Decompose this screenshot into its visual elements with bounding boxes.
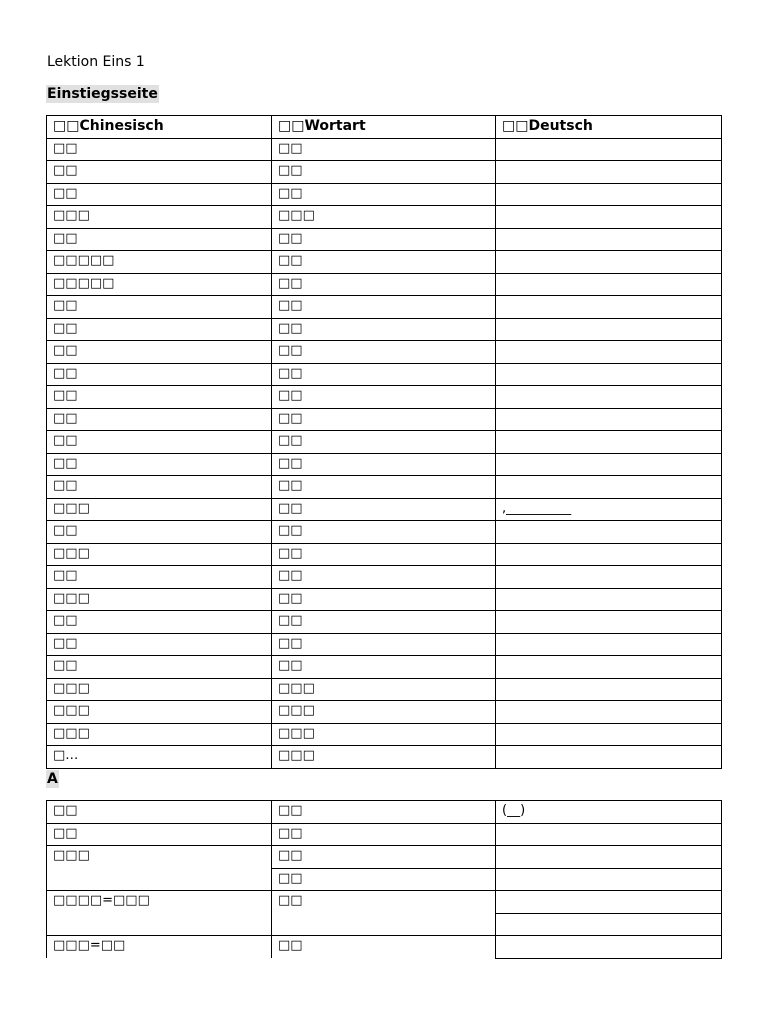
word-type-cell: □□ xyxy=(272,161,496,184)
word-type-cell: □□ xyxy=(272,453,496,476)
german-cell[interactable] xyxy=(496,891,722,914)
german-cell[interactable] xyxy=(496,138,722,161)
german-cell[interactable] xyxy=(496,318,722,341)
word-type-cell: □□ xyxy=(272,318,496,341)
section-heading-einstiegsseite: Einstiegsseite xyxy=(47,86,158,102)
table-row xyxy=(47,251,722,274)
table-row xyxy=(47,161,722,184)
german-cell[interactable] xyxy=(496,341,722,364)
german-cell[interactable] xyxy=(496,868,722,891)
german-cell[interactable] xyxy=(496,521,722,544)
chinese-cell: □□ xyxy=(47,228,272,251)
table-row xyxy=(47,183,722,206)
table-row xyxy=(47,498,722,521)
chinese-cell: □□□□=□□□ xyxy=(47,891,272,936)
word-type-cell: □□ xyxy=(272,656,496,679)
german-cell[interactable] xyxy=(496,363,722,386)
german-cell[interactable] xyxy=(496,678,722,701)
chinese-cell: □□ xyxy=(47,801,272,824)
vocabulary-table-einstiegsseite xyxy=(46,115,722,769)
chinese-cell: □□□ xyxy=(47,543,272,566)
word-type-cell: □□ xyxy=(272,801,496,824)
table-row xyxy=(47,678,722,701)
column-header-chinesisch: □□Chinesisch xyxy=(47,116,272,139)
lesson-title: Lektion Eins 1 xyxy=(47,54,145,70)
chinese-cell: □□□ xyxy=(47,588,272,611)
german-cell[interactable] xyxy=(496,183,722,206)
word-type-cell: □□□ xyxy=(272,206,496,229)
german-cell[interactable] xyxy=(496,206,722,229)
word-type-cell: □□ xyxy=(272,363,496,386)
chinese-cell: □□ xyxy=(47,408,272,431)
table-row xyxy=(47,846,722,869)
german-cell[interactable] xyxy=(496,823,722,846)
german-cell[interactable] xyxy=(496,251,722,274)
chinese-cell: □□□ xyxy=(47,701,272,724)
column-header-deutsch: □□Deutsch xyxy=(496,116,722,139)
word-type-cell: □□ xyxy=(272,296,496,319)
chinese-cell: □□ xyxy=(47,363,272,386)
chinese-cell: □□□□□ xyxy=(47,251,272,274)
word-type-cell: □□ xyxy=(272,251,496,274)
table-header-row xyxy=(47,116,722,139)
word-type-cell: □□ xyxy=(272,431,496,454)
table-row xyxy=(47,588,722,611)
chinese-cell: □□ xyxy=(47,138,272,161)
word-type-cell: □□ xyxy=(272,868,496,891)
word-type-cell: □□ xyxy=(272,476,496,499)
german-cell[interactable] xyxy=(496,588,722,611)
german-cell[interactable] xyxy=(496,611,722,634)
word-type-cell: □□□ xyxy=(272,723,496,746)
table-row xyxy=(47,296,722,319)
word-type-cell: □□ xyxy=(272,611,496,634)
german-cell[interactable] xyxy=(496,846,722,869)
chinese-cell: □□ xyxy=(47,633,272,656)
chinese-cell: □□ xyxy=(47,453,272,476)
german-cell[interactable] xyxy=(496,656,722,679)
table-row xyxy=(47,701,722,724)
german-cell[interactable] xyxy=(496,431,722,454)
chinese-cell: □□ xyxy=(47,611,272,634)
table-row xyxy=(47,363,722,386)
vocabulary-table-a xyxy=(46,800,722,959)
chinese-cell: □□ xyxy=(47,386,272,409)
german-cell[interactable]: (__) xyxy=(496,801,722,824)
german-cell[interactable] xyxy=(496,566,722,589)
chinese-cell: □□ xyxy=(47,318,272,341)
german-cell[interactable] xyxy=(496,723,722,746)
table-row xyxy=(47,206,722,229)
table-row xyxy=(47,453,722,476)
german-cell[interactable] xyxy=(496,936,722,959)
word-type-cell: □□ xyxy=(272,823,496,846)
word-type-cell: □□ xyxy=(272,273,496,296)
german-cell[interactable] xyxy=(496,913,722,936)
word-type-cell: □□ xyxy=(272,543,496,566)
column-header-wortart: □□Wortart xyxy=(272,116,496,139)
word-type-cell: □□ xyxy=(272,138,496,161)
word-type-cell: □□ xyxy=(272,183,496,206)
chinese-cell: □□□ xyxy=(47,206,272,229)
table-row xyxy=(47,521,722,544)
german-cell[interactable] xyxy=(496,408,722,431)
table-row xyxy=(47,633,722,656)
word-type-cell: □□ xyxy=(272,521,496,544)
chinese-cell: □□ xyxy=(47,823,272,846)
word-type-cell: □□ xyxy=(272,408,496,431)
word-type-cell: □□ xyxy=(272,566,496,589)
word-type-cell: □□ xyxy=(272,341,496,364)
chinese-cell: □□ xyxy=(47,183,272,206)
german-cell[interactable] xyxy=(496,476,722,499)
german-cell[interactable] xyxy=(496,453,722,476)
german-cell[interactable] xyxy=(496,386,722,409)
table-row xyxy=(47,408,722,431)
table-row xyxy=(47,341,722,364)
table-row xyxy=(47,476,722,499)
table-row xyxy=(47,566,722,589)
word-type-cell: □□ xyxy=(272,891,496,936)
chinese-cell: □□ xyxy=(47,296,272,319)
german-cell[interactable] xyxy=(496,746,722,769)
chinese-cell: □□□ xyxy=(47,678,272,701)
word-type-cell: □□ xyxy=(272,588,496,611)
table-row xyxy=(47,746,722,769)
german-cell[interactable] xyxy=(496,161,722,184)
table-row xyxy=(47,801,722,824)
german-cell[interactable] xyxy=(496,633,722,656)
chinese-cell: □□□=□□ xyxy=(47,936,272,959)
chinese-cell: □□□ xyxy=(47,846,272,891)
table-row xyxy=(47,138,722,161)
german-cell[interactable] xyxy=(496,543,722,566)
chinese-cell: □□ xyxy=(47,341,272,364)
table-row xyxy=(47,656,722,679)
table-row xyxy=(47,823,722,846)
table-row xyxy=(47,318,722,341)
table-row xyxy=(47,611,722,634)
german-cell[interactable]: ,__________ xyxy=(496,498,722,521)
chinese-cell: □□ xyxy=(47,431,272,454)
word-type-cell: □□ xyxy=(272,936,496,959)
word-type-cell: □□ xyxy=(272,386,496,409)
table-row xyxy=(47,228,722,251)
table-row xyxy=(47,543,722,566)
word-type-cell: □□ xyxy=(272,633,496,656)
chinese-cell: □□ xyxy=(47,566,272,589)
table-row xyxy=(47,431,722,454)
word-type-cell: □□ xyxy=(272,228,496,251)
word-type-cell: □□□ xyxy=(272,746,496,769)
german-cell[interactable] xyxy=(496,296,722,319)
word-type-cell: □□ xyxy=(272,498,496,521)
table-row xyxy=(47,936,722,959)
chinese-cell: □□ xyxy=(47,476,272,499)
chinese-cell: □□□ xyxy=(47,498,272,521)
chinese-cell: □□ xyxy=(47,521,272,544)
german-cell[interactable] xyxy=(496,228,722,251)
chinese-cell: □□□□□ xyxy=(47,273,272,296)
word-type-cell: □□□ xyxy=(272,701,496,724)
word-type-cell: □□□ xyxy=(272,678,496,701)
table-row xyxy=(47,723,722,746)
german-cell[interactable] xyxy=(496,701,722,724)
section-heading-a: A xyxy=(47,771,58,787)
chinese-cell: □… xyxy=(47,746,272,769)
chinese-cell: □□ xyxy=(47,656,272,679)
word-type-cell: □□ xyxy=(272,846,496,869)
table-row xyxy=(47,891,722,914)
chinese-cell: □□ xyxy=(47,161,272,184)
german-cell[interactable] xyxy=(496,273,722,296)
table-row xyxy=(47,386,722,409)
chinese-cell: □□□ xyxy=(47,723,272,746)
table-row xyxy=(47,273,722,296)
